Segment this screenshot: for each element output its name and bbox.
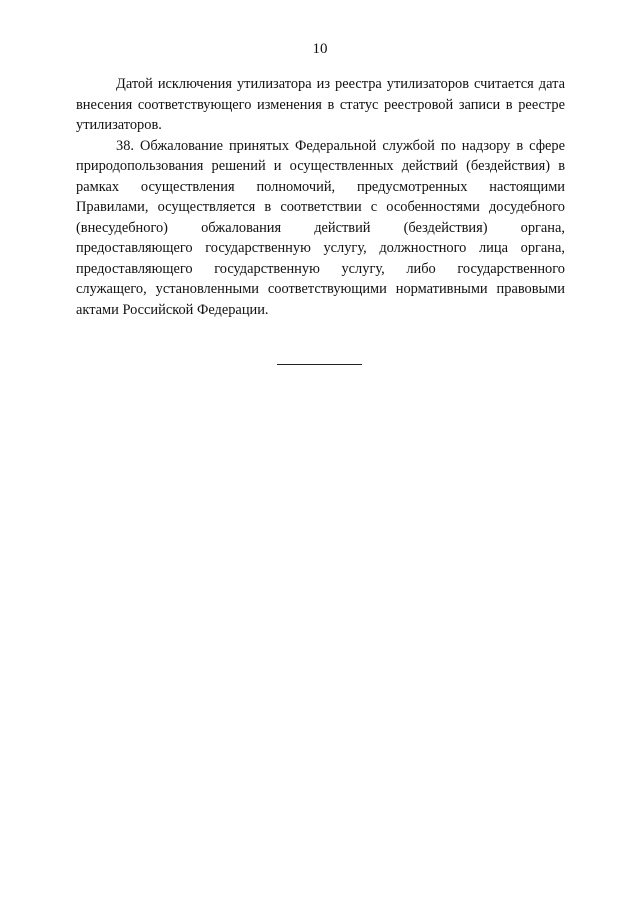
paragraph-38-appeal: 38. Обжалование принятых Федеральной службой по надзору в сфере природопользования решений и осуществленных действий (бездействия) в рамках осуществления полномочий, предусмотренных настоящими Правилами, осуществляется в соответствии с особенностями досудебного (внесудебного) обжалования действий (бездействия) органа, предоставляющего государственную услугу, должностного лица органа, предоставляющего государственную услугу, либо государственного служащего, установленными соответствующими нормативными правовыми актами Российской Федерации. xyxy=(76,137,565,318)
paragraph-registry-exclusion-date: Датой исключения утилизатора из реестра утилизаторов считается дата внесения соответствующего изменения в статус реестровой записи в реестре утилизаторов. xyxy=(76,76,565,133)
end-separator-line xyxy=(277,364,362,365)
document-body xyxy=(76,74,565,320)
page-number: 10 xyxy=(312,41,328,57)
